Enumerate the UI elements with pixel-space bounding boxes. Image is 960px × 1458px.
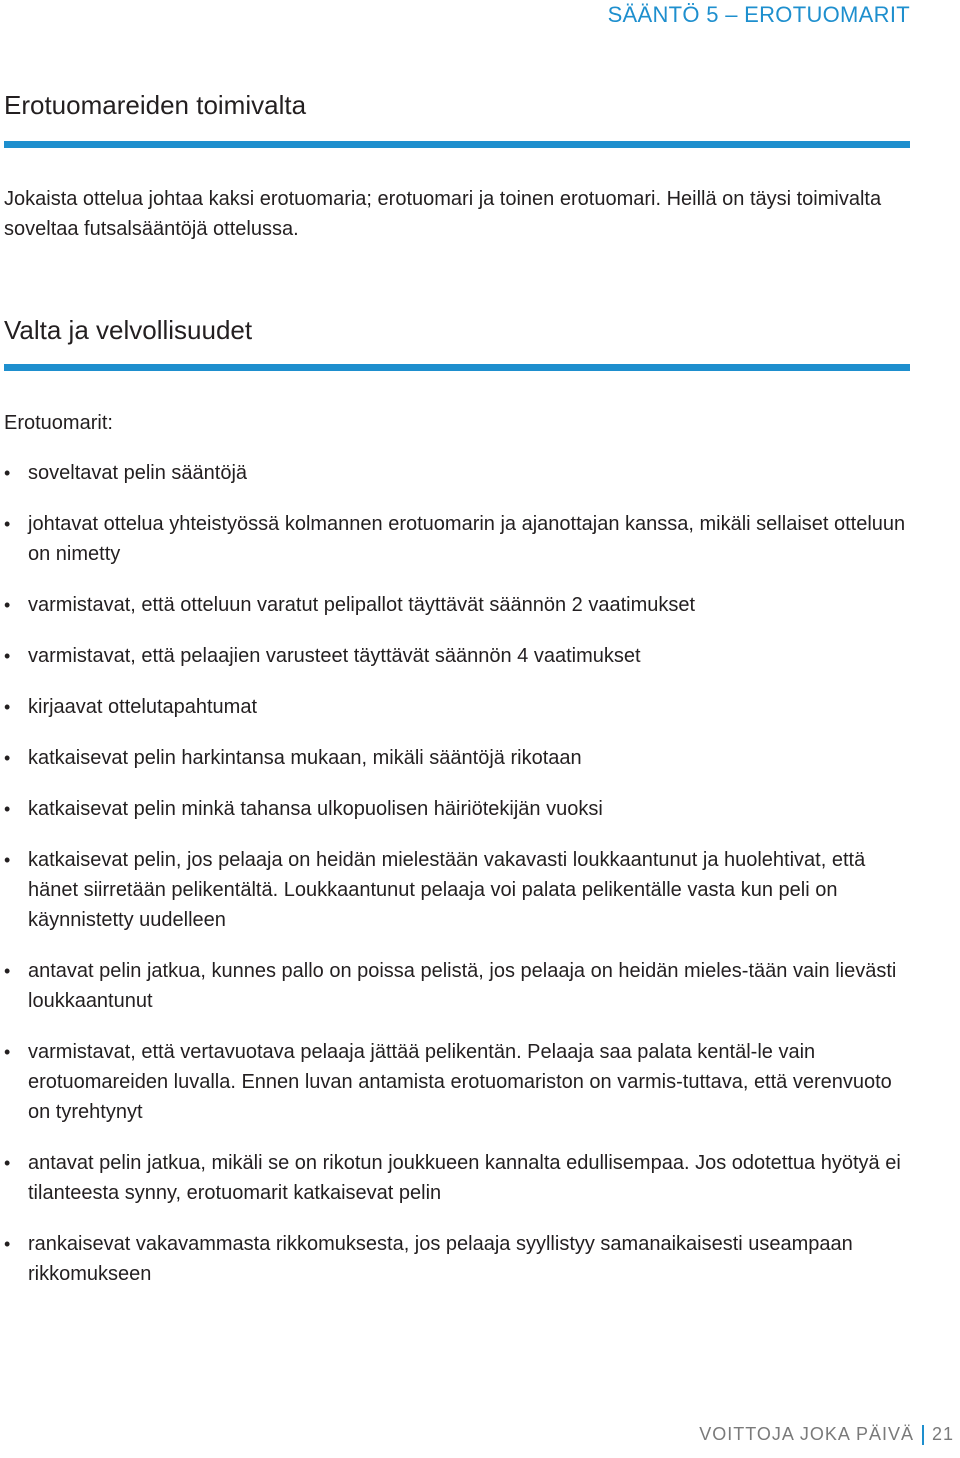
list-item <box>0 845 910 935</box>
footer-slogan: VOITTOJA JOKA PÄIVÄ <box>699 1424 914 1444</box>
list-item <box>0 641 910 671</box>
section-heading-duties: Valta ja velvollisuudet <box>4 315 253 345</box>
list-item-text: johtavat ottelua yhteistyössä kolmannen erotuomarin ja ajanottajan kanssa, mikäli sellaiset otteluun on nimetty <box>28 513 906 565</box>
bullet-icon: • <box>4 961 11 981</box>
page-footer <box>699 1424 954 1445</box>
list-item-text: varmistavat, että otteluun varatut pelipallot täyttävät säännön 2 vaatimukset <box>28 594 696 616</box>
page-number: 21 <box>931 1424 954 1444</box>
list-item-text: katkaisevat pelin minkä tahansa ulkopuolisen häiriötekijän vuoksi <box>28 798 603 820</box>
bullet-icon: • <box>4 697 11 717</box>
bullet-icon: • <box>4 850 11 870</box>
list-item-text: kirjaavat ottelutapahtumat <box>28 696 258 718</box>
list-item <box>0 1037 910 1127</box>
duties-list <box>0 458 910 1310</box>
bullet-icon: • <box>4 595 11 615</box>
list-item <box>0 956 910 1016</box>
bullet-icon: • <box>4 646 11 666</box>
bullet-icon: • <box>4 799 11 819</box>
list-item <box>0 1229 910 1289</box>
bullet-icon: • <box>4 463 11 483</box>
list-item-text: rankaisevat vakavammasta rikkomuksesta, jos pelaaja syyllistyy samanaikaisesti useampaan rikkomukseen <box>28 1233 853 1285</box>
list-item <box>0 1148 910 1208</box>
list-item <box>0 509 910 569</box>
footer-divider <box>922 1425 924 1445</box>
list-item <box>0 692 910 722</box>
bullet-icon: • <box>4 748 11 768</box>
authority-paragraph: Jokaista ottelua johtaa kaksi erotuomaria; erotuomari ja toinen erotuomari. Heillä on täysi toimivalta soveltaa futsalsääntöjä ottelussa. <box>4 188 882 240</box>
list-item <box>0 458 910 488</box>
list-item-text: varmistavat, että vertavuotava pelaaja jättää pelikentän. Pelaaja saa palata kentäl-le vain erotuomareiden luvalla. Ennen luvan antamista erotuomariston on varmis-tuttava, että verenvuoto on tyrehtynyt <box>28 1041 892 1123</box>
list-item-text: varmistavat, että pelaajien varusteet täyttävät säännön 4 vaatimukset <box>28 645 641 667</box>
list-item <box>0 794 910 824</box>
list-item-text: antavat pelin jatkua, kunnes pallo on poissa pelistä, jos pelaaja on heidän mieles-tään vain lievästi loukkaantunut <box>28 960 897 1012</box>
section-heading-authority: Erotuomareiden toimivalta <box>4 90 307 120</box>
list-item <box>0 743 910 773</box>
bullet-icon: • <box>4 514 11 534</box>
bullet-icon: • <box>4 1042 11 1062</box>
list-item-text: katkaisevat pelin harkintansa mukaan, mikäli sääntöjä rikotaan <box>28 747 582 769</box>
list-item-text: soveltavat pelin sääntöjä <box>28 462 248 484</box>
heading-rule <box>4 364 910 371</box>
chapter-title: SÄÄNTÖ 5 – EROTUOMARIT <box>607 2 910 27</box>
duties-intro: Erotuomarit: <box>4 412 113 434</box>
bullet-icon: • <box>4 1234 11 1254</box>
list-item-text: katkaisevat pelin, jos pelaaja on heidän mielestään vakavasti loukkaantunut ja huolehtivat, että hänet siirretään pelikentältä. Loukkaantunut pelaaja voi palata pelikentälle vasta kun peli on käynnistetty uudelleen <box>28 849 866 931</box>
list-item <box>0 590 910 620</box>
bullet-icon: • <box>4 1153 11 1173</box>
list-item-text: antavat pelin jatkua, mikäli se on rikotun joukkueen kannalta edullisempaa. Jos odotettua hyötyä ei tilanteesta synny, erotuomarit katkaisevat pelin <box>28 1152 901 1204</box>
heading-rule <box>4 141 910 148</box>
